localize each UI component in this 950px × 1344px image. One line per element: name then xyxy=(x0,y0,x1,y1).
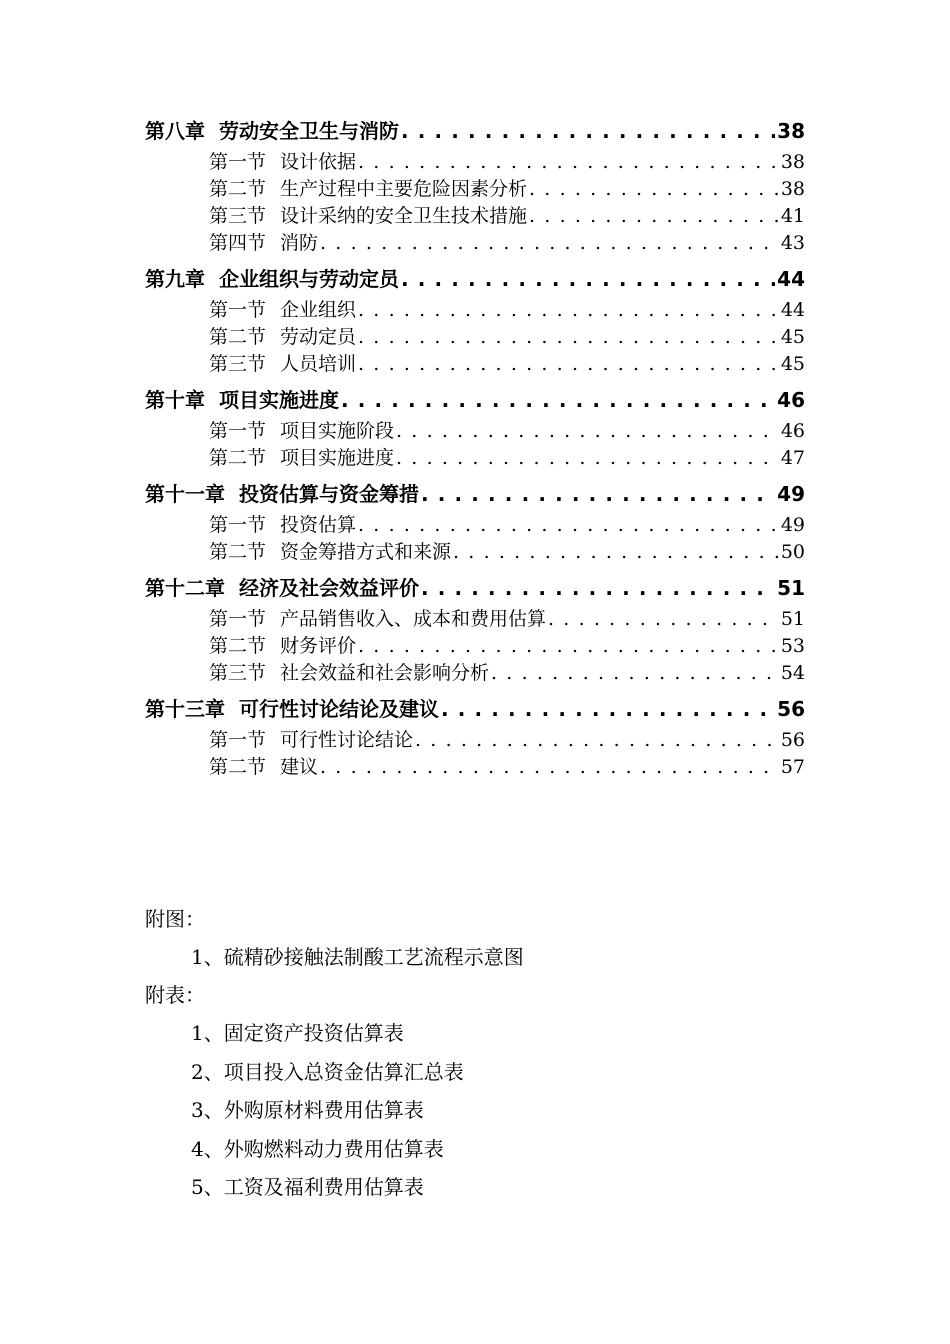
section-number: 第二节 xyxy=(209,635,267,657)
chapter-title: 经济及社会效益评价 xyxy=(239,576,419,600)
dot-leader xyxy=(529,178,779,200)
section-number: 第三节 xyxy=(209,662,267,684)
chapter-number: 第十一章 xyxy=(145,482,225,506)
toc-chapter[interactable] xyxy=(145,384,805,416)
table-item: 2、项目投入总资金估算汇总表 xyxy=(191,1059,464,1084)
dot-leader xyxy=(396,447,779,469)
toc-section[interactable] xyxy=(145,416,805,443)
section-number: 第一节 xyxy=(209,514,267,536)
figures-heading: 附图： xyxy=(145,907,205,931)
page-number: 47 xyxy=(780,447,805,469)
page-number: 51 xyxy=(777,576,805,600)
appendix-list xyxy=(145,900,524,1207)
table-item: 4、外购燃料动力费用估算表 xyxy=(191,1136,444,1161)
toc-section[interactable] xyxy=(145,228,805,255)
dot-leader xyxy=(415,729,779,751)
page-number: 45 xyxy=(780,326,805,348)
section-title: 生产过程中主要危险因素分析 xyxy=(280,178,528,200)
dot-leader xyxy=(529,205,779,227)
section-number: 第一节 xyxy=(209,729,267,751)
section-title: 设计采纳的安全卫生技术措施 xyxy=(280,205,528,227)
toc-chapter[interactable] xyxy=(145,693,805,725)
section-number: 第三节 xyxy=(209,205,267,227)
section-title: 设计依据 xyxy=(280,151,357,173)
toc-chapter[interactable] xyxy=(145,572,805,604)
chapter-title: 项目实施进度 xyxy=(219,388,339,412)
toc-section[interactable] xyxy=(145,658,805,685)
page-number: 49 xyxy=(780,514,805,536)
chapter-number: 第八章 xyxy=(145,119,205,143)
section-number: 第二节 xyxy=(209,756,267,778)
toc-section[interactable] xyxy=(145,604,805,631)
chapter-title: 投资估算与资金筹措 xyxy=(239,482,419,506)
toc-chapter[interactable] xyxy=(145,263,805,295)
dot-leader xyxy=(358,326,779,348)
dot-leader xyxy=(358,299,779,321)
chapter-number: 第十三章 xyxy=(145,697,225,721)
section-title: 消防 xyxy=(280,232,319,254)
page-number: 44 xyxy=(777,267,805,291)
dot-leader xyxy=(453,541,779,563)
section-title: 企业组织 xyxy=(280,299,357,321)
dot-leader xyxy=(358,151,779,173)
chapter-number: 第九章 xyxy=(145,267,205,291)
page-number: 51 xyxy=(780,608,805,630)
dot-leader xyxy=(491,662,779,684)
page-number: 43 xyxy=(780,232,805,254)
dot-leader xyxy=(341,388,775,412)
section-title: 劳动定员 xyxy=(280,326,357,348)
dot-leader xyxy=(421,576,775,600)
dot-leader xyxy=(441,697,775,721)
section-number: 第二节 xyxy=(209,178,267,200)
section-number: 第二节 xyxy=(209,541,267,563)
page-number: 45 xyxy=(780,353,805,375)
table-item: 3、外购原材料费用估算表 xyxy=(191,1098,424,1122)
section-title: 项目实施进度 xyxy=(280,447,395,469)
section-title: 社会效益和社会影响分析 xyxy=(280,662,490,684)
table-item: 5、工资及福利费用估算表 xyxy=(191,1175,424,1199)
dot-leader xyxy=(421,482,775,506)
dot-leader xyxy=(358,635,779,657)
dot-leader xyxy=(401,267,775,291)
toc-section[interactable] xyxy=(145,752,805,779)
toc-section[interactable] xyxy=(145,725,805,752)
section-title: 投资估算 xyxy=(280,514,357,536)
section-title: 人员培训 xyxy=(280,353,357,375)
dot-leader xyxy=(548,608,779,630)
dot-leader xyxy=(320,756,779,778)
chapter-number: 第十二章 xyxy=(145,576,225,600)
chapter-title: 企业组织与劳动定员 xyxy=(219,267,399,291)
page-number: 56 xyxy=(780,729,805,751)
page-number: 56 xyxy=(777,697,805,721)
toc-chapter[interactable] xyxy=(145,115,805,147)
toc-section[interactable] xyxy=(145,174,805,201)
page-number: 49 xyxy=(777,482,805,506)
table-item: 1、固定资产投资估算表 xyxy=(191,1021,404,1045)
toc-section[interactable] xyxy=(145,295,805,322)
chapter-title: 可行性讨论结论及建议 xyxy=(239,697,439,721)
page-number: 46 xyxy=(777,388,805,412)
page-number: 54 xyxy=(780,662,805,684)
dot-leader xyxy=(320,232,779,254)
section-number: 第二节 xyxy=(209,447,267,469)
section-title: 资金筹措方式和来源 xyxy=(280,541,452,563)
toc-section[interactable] xyxy=(145,201,805,228)
section-title: 建议 xyxy=(280,756,319,778)
dot-leader xyxy=(396,420,779,442)
page-number: 46 xyxy=(780,420,805,442)
section-title: 财务评价 xyxy=(280,635,357,657)
chapter-title: 劳动安全卫生与消防 xyxy=(219,119,399,143)
toc-section[interactable] xyxy=(145,631,805,658)
section-number: 第一节 xyxy=(209,420,267,442)
page-number: 57 xyxy=(780,756,805,778)
section-number: 第一节 xyxy=(209,299,267,321)
section-number: 第一节 xyxy=(209,151,267,173)
dot-leader xyxy=(358,353,779,375)
dot-leader xyxy=(401,119,775,143)
toc-section[interactable] xyxy=(145,443,805,470)
toc-section[interactable] xyxy=(145,537,805,564)
page-number: 38 xyxy=(780,178,805,200)
section-title: 项目实施阶段 xyxy=(280,420,395,442)
table-of-contents xyxy=(145,113,805,779)
page-number: 38 xyxy=(777,119,805,143)
section-number: 第二节 xyxy=(209,326,267,348)
page-number: 38 xyxy=(780,151,805,173)
toc-section[interactable] xyxy=(145,349,805,376)
section-title: 可行性讨论结论 xyxy=(280,729,414,751)
toc-section[interactable] xyxy=(145,147,805,174)
toc-section[interactable] xyxy=(145,322,805,349)
toc-section[interactable] xyxy=(145,510,805,537)
figure-item: 1、硫精砂接触法制酸工艺流程示意图 xyxy=(191,945,524,969)
page-number: 41 xyxy=(780,205,805,227)
page-number: 44 xyxy=(780,299,805,321)
tables-heading: 附表： xyxy=(145,983,205,1007)
section-number: 第三节 xyxy=(209,353,267,375)
section-number: 第一节 xyxy=(209,608,267,630)
dot-leader xyxy=(358,514,779,536)
chapter-number: 第十章 xyxy=(145,388,205,412)
toc-chapter[interactable] xyxy=(145,478,805,510)
section-number: 第四节 xyxy=(209,232,267,254)
section-title: 产品销售收入、成本和费用估算 xyxy=(280,608,547,630)
page-number: 53 xyxy=(780,635,805,657)
page-number: 50 xyxy=(780,541,805,563)
